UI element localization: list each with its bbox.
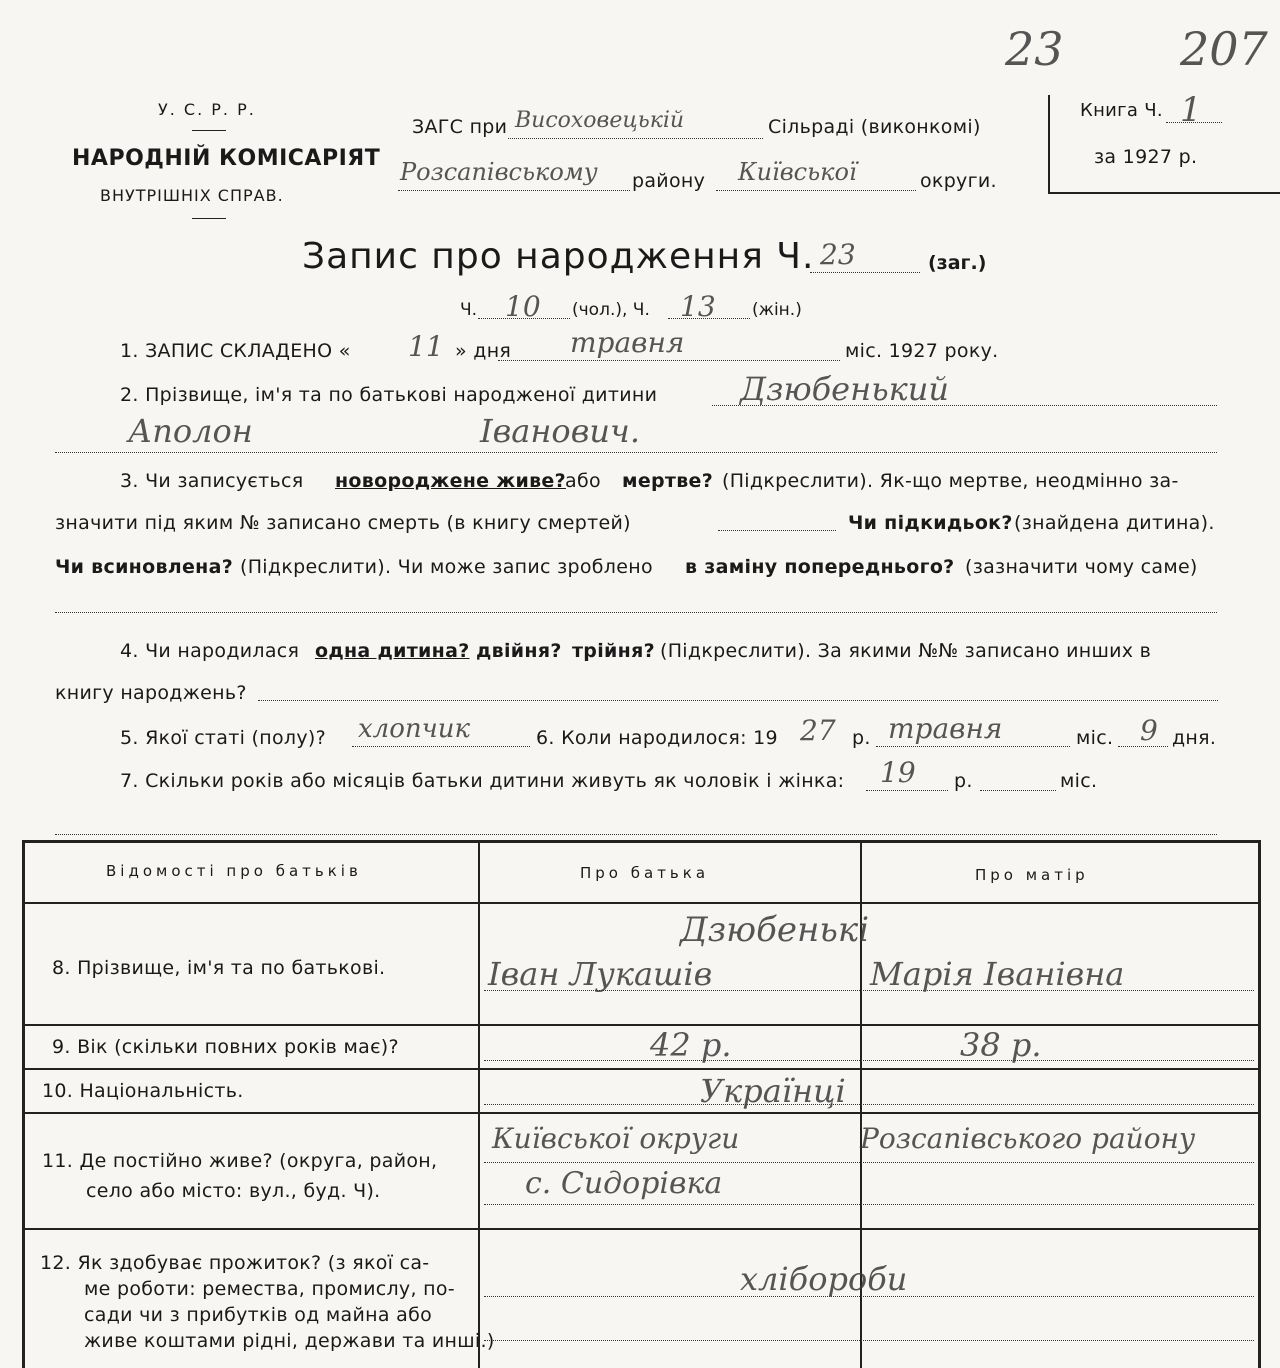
- record-number-line: [810, 272, 920, 273]
- item3-line2-a: значити під яким № записано смерть (в книгу смертей): [55, 512, 631, 534]
- item3-line1-a: 3. Чи записується: [120, 470, 304, 492]
- row8-shared-handwriting: Дзюбенькі: [680, 910, 870, 950]
- book-number-line: [1166, 122, 1222, 123]
- department-label: ВНУТРІШНІХ СПРАВ.: [100, 186, 284, 205]
- item2-label: 2. Прізвище, ім'я та по батькові народженої дитини: [120, 384, 658, 406]
- item4-line1-a: 4. Чи народилася: [120, 640, 300, 662]
- item4-single: одна дитина?: [315, 640, 470, 662]
- row8-label: 8. Прізвище, ім'я та по батькові.: [52, 957, 386, 979]
- item1-day-label: » дня: [455, 340, 512, 362]
- item2-name-handwriting: Аполон: [128, 412, 253, 450]
- item6-day-handwriting: 9: [1140, 714, 1158, 747]
- row11-mother-handwriting: Розсапівського району: [860, 1122, 1196, 1155]
- table-right: [1258, 840, 1261, 1368]
- republic-label: У. С. Р. Р.: [158, 100, 256, 119]
- row9-entry-line: [484, 1060, 1254, 1061]
- item7-years-handwriting: 19: [880, 756, 916, 789]
- row9-label: 9. Вік (скільки повних років має)?: [52, 1036, 399, 1058]
- row11-entry-line-2: [484, 1204, 1254, 1205]
- female-count-label: (жін.): [752, 300, 802, 320]
- corner-mark-a: 23: [1005, 22, 1064, 76]
- record-title-suffix: (заг.): [928, 252, 987, 274]
- female-count-handwriting: 13: [680, 290, 716, 323]
- table-col-1: [478, 840, 480, 1368]
- zags-district-line: [398, 190, 630, 191]
- item1-month-line: [498, 360, 840, 361]
- row12-shared-handwriting: хлібороби: [740, 1260, 908, 1298]
- item3-foundling: Чи підкидьок?: [848, 512, 1013, 534]
- male-count-line: [478, 318, 570, 319]
- row11-label-1: 11. Де постійно живе? (округа, район,: [42, 1150, 438, 1172]
- zags-council-handwriting: Висоховецькій: [515, 108, 685, 133]
- item1-tail: міс. 1927 року.: [845, 340, 999, 362]
- female-count-line: [668, 318, 750, 319]
- item1-label: 1. ЗАПИС СКЛАДЕНО «: [120, 340, 351, 362]
- item6-year-handwriting: 27: [800, 714, 836, 747]
- male-count-label: (чол.), Ч.: [572, 300, 650, 320]
- item6-month-line: [876, 746, 1070, 747]
- row8-father-handwriting: Іван Лукашів: [488, 955, 713, 993]
- item3-alive: новороджене живе?: [335, 470, 566, 492]
- item3-line2-c: (знайдена дитина).: [1014, 512, 1215, 534]
- zags-council-label: Сільраді (виконкомі): [768, 116, 981, 138]
- item2-name-line: [55, 452, 1217, 453]
- item7-months-label: міс.: [1060, 770, 1098, 792]
- item5-label: 5. Якої статі (полу)?: [120, 727, 326, 749]
- item2-patronymic-handwriting: Іванович.: [480, 412, 640, 450]
- zags-okruha-label: округи.: [920, 170, 997, 192]
- header-rule-2: [192, 218, 226, 219]
- row11-father-handwriting: Київської округи: [492, 1122, 740, 1155]
- zags-okruha-handwriting: Київської: [738, 158, 857, 186]
- item6-day-line: [1118, 746, 1168, 747]
- table-header-mother: Про матір: [975, 866, 1089, 884]
- item3-adopted: Чи всиновлена?: [55, 556, 234, 578]
- header-rule-1: [192, 130, 226, 131]
- table-row11-sep: [22, 1228, 1260, 1230]
- item4-line2: книгу народжень?: [55, 682, 247, 704]
- item7-extra-line: [55, 834, 1217, 835]
- row12-label-2: ме роботи: ремества, промислу, по-: [84, 1278, 455, 1300]
- zags-okruha-line: [716, 190, 916, 191]
- row12-label-4: живе коштами рідні, держави та инші.): [84, 1330, 495, 1352]
- zags-prefix: ЗАГС при: [412, 116, 508, 138]
- table-top: [22, 840, 1260, 843]
- item2-surname-handwriting: Дзюбенький: [740, 370, 949, 408]
- row11-label-2: село або місто: вул., буд. Ч).: [86, 1180, 381, 1202]
- table-row8-sep: [22, 1024, 1260, 1026]
- row12-entry-line-2: [484, 1340, 1254, 1341]
- item6-month-label: міс.: [1076, 727, 1114, 749]
- item1-month-handwriting: травня: [570, 326, 685, 359]
- male-count-handwriting: 10: [505, 290, 541, 323]
- zags-district-handwriting: Розсапівському: [400, 158, 598, 186]
- table-header-father: Про батька: [580, 864, 710, 882]
- item6-label: 6. Коли народилося: 19: [536, 727, 778, 749]
- item5-sex-handwriting: хлопчик: [358, 714, 471, 744]
- row11-village-handwriting: с. Сидорівка: [525, 1166, 723, 1201]
- row12-label-3: сади чи з прибутків од майна або: [84, 1304, 433, 1326]
- table-row9-sep: [22, 1068, 1260, 1070]
- item1-day-handwriting: 11: [408, 330, 444, 363]
- item7-years-label: р.: [954, 770, 973, 792]
- item3-line3-d: (зазначити чому саме): [965, 556, 1198, 578]
- zags-council-line: [508, 138, 763, 139]
- item4-line1-e: (Підкреслити). За якими №№ записано инших в: [660, 640, 1152, 662]
- item7-label: 7. Скільки років або місяців батьки дитини живуть як чоловік і жінка:: [120, 770, 845, 792]
- item6-day-label: дня.: [1172, 727, 1217, 749]
- book-number-label: Книга Ч.: [1080, 100, 1163, 121]
- item4-twins: двійня?: [476, 640, 562, 662]
- book-year-label: за 1927 р.: [1094, 146, 1198, 168]
- table-header-sep: [22, 902, 1260, 904]
- item3-line1-or: або: [565, 470, 601, 492]
- row10-entry-line: [484, 1104, 1254, 1105]
- row9-mother-handwriting: 38 р.: [960, 1026, 1042, 1064]
- book-box-bottom: [1048, 192, 1280, 194]
- zags-district-label: району: [632, 170, 706, 192]
- row8-mother-handwriting: Марія Іванівна: [870, 955, 1125, 993]
- item5-sex-line: [352, 746, 530, 747]
- item7-years-line: [866, 790, 948, 791]
- item4-numbers-line: [258, 700, 1218, 701]
- item3-dead: мертве?: [622, 470, 714, 492]
- item3-reason-line: [55, 612, 1217, 613]
- subtitle-prefix: Ч.: [460, 300, 478, 320]
- item6-year-suffix: р.: [852, 727, 871, 749]
- book-box-left: [1048, 95, 1050, 193]
- record-number-handwriting: 23: [820, 238, 856, 271]
- item3-replacement: в заміну попереднього?: [685, 556, 955, 578]
- corner-mark-b: 207: [1180, 22, 1268, 76]
- item3-death-line: [718, 530, 836, 531]
- commissariat-title: НАРОДНІЙ КОМІСАРІЯТ: [72, 146, 381, 171]
- item7-months-line: [980, 790, 1056, 791]
- table-header-info: Відомості про батьків: [106, 862, 362, 880]
- row12-label-1: 12. Як здобуває прожиток? (з якої са-: [40, 1252, 430, 1274]
- row9-father-handwriting: 42 р.: [650, 1026, 732, 1064]
- table-row10-sep: [22, 1112, 1260, 1114]
- item4-triplets: трійня?: [572, 640, 655, 662]
- item2-surname-line: [712, 405, 1217, 406]
- item3-line3-b: (Підкреслити). Чи може запис зроблено: [240, 556, 653, 578]
- table-left: [22, 840, 25, 1368]
- row10-label: 10. Національність.: [42, 1080, 244, 1102]
- row10-shared-handwriting: Українці: [700, 1072, 846, 1110]
- book-number-handwriting: 1: [1180, 90, 1202, 130]
- item6-month-handwriting: травня: [888, 712, 1003, 745]
- row11-entry-line-1: [484, 1162, 1254, 1163]
- item3-line1-e: (Підкреслити). Як-що мертве, неодмінно за-: [722, 470, 1179, 492]
- record-title: Запис про народження Ч.: [302, 236, 815, 277]
